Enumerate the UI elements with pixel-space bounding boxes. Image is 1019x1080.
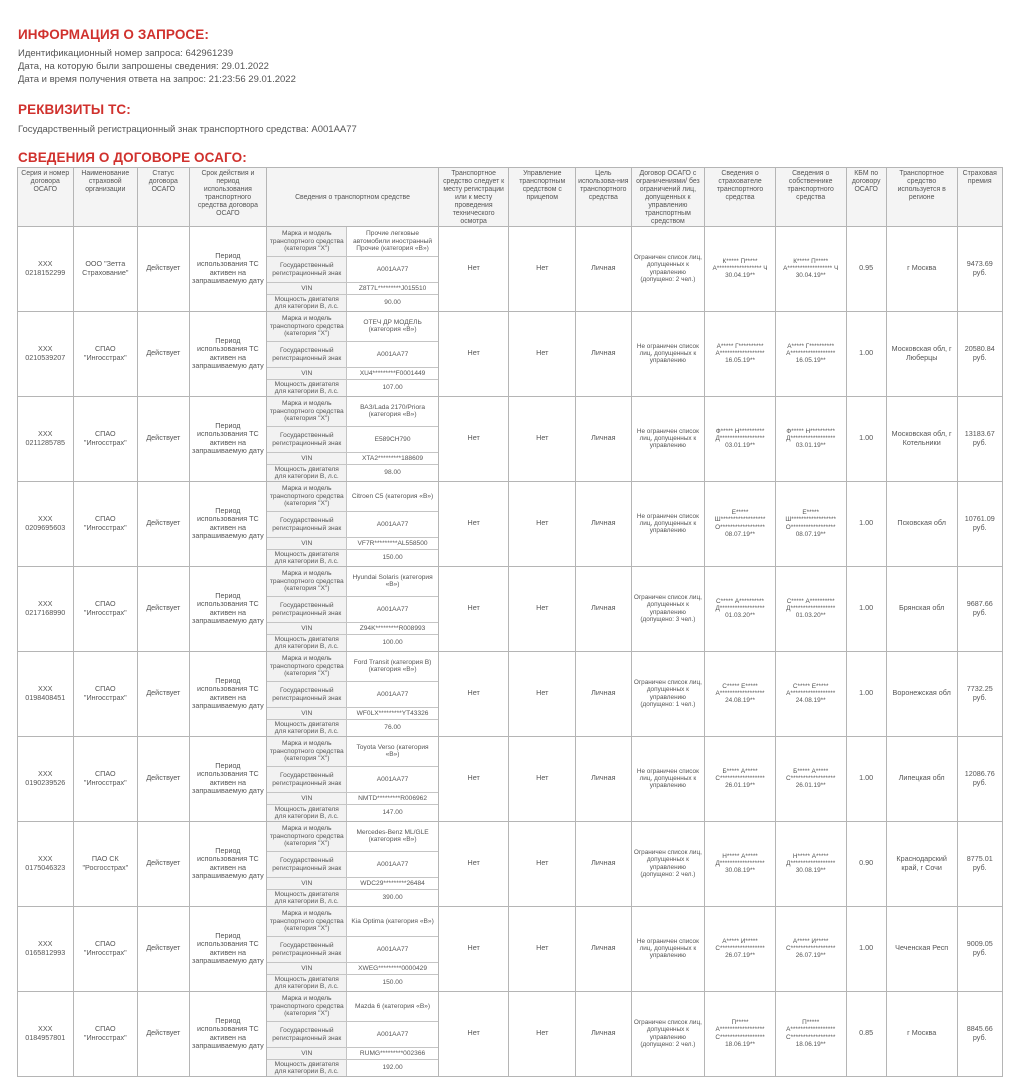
driver-limits-cell: Не ограничен список лиц, допущенных к управлению (631, 736, 705, 821)
to-registration-cell: Нет (438, 226, 509, 311)
plate-label: Государственный регистрационный знак (267, 342, 347, 368)
vehicle-details-cell (267, 226, 439, 311)
trailer-cell: Нет (509, 906, 576, 991)
contract-number: 0218152299 (25, 267, 66, 277)
vin-label: VIN (267, 538, 347, 550)
vehicle-details-cell (267, 396, 439, 481)
column-header: Сведения о страхователе транспортного средства (705, 168, 776, 227)
trailer-cell: Нет (509, 226, 576, 311)
owner-cell: Ф***** Н********** Д****************** 03.01.19** (775, 396, 846, 481)
make-label: Марка и модель транспортного средства (категория "Х") (267, 652, 347, 682)
plate-value: А001АА77 (347, 852, 438, 878)
make-label: Марка и модель транспортного средства (категория "Х") (267, 737, 347, 767)
power-label: Мощность двигателя для категории В, л.с. (267, 380, 347, 396)
plate-label: Государственный регистрационный знак (267, 1022, 347, 1048)
owner-cell: С***** А********** Д****************** 01.03.20** (775, 566, 846, 651)
premium-cell: 20580.84 руб. (957, 311, 1003, 396)
owner-cell: Н***** А***** Д****************** 30.08.19** (775, 821, 846, 906)
to-registration-cell: Нет (438, 311, 509, 396)
contract-number-cell (18, 736, 74, 821)
contract-series: ХХХ (38, 429, 53, 439)
kbm-cell: 0.85 (846, 991, 886, 1076)
request-date-line: Дата, на которую были запрошены сведения: 29.01.2022 (18, 61, 269, 72)
table-row (18, 566, 1003, 651)
policyholder-cell: С***** Е***** А****************** 24.08.19** (705, 651, 776, 736)
table-row (18, 396, 1003, 481)
trailer-cell: Нет (509, 991, 576, 1076)
power-label: Мощность двигателя для категории В, л.с. (267, 975, 347, 991)
insurer-cell: СПАО "Ингосстрах" (73, 566, 138, 651)
contract-number: 0210539207 (25, 352, 66, 362)
region-cell: г Москва (886, 991, 957, 1076)
owner-cell: А***** Г********** А****************** 16.05.19** (775, 311, 846, 396)
driver-limits-cell: Ограничен список лиц, допущенных к управлению (допущено: 3 чел.) (631, 566, 705, 651)
table-row (18, 906, 1003, 991)
vehicle-details-cell (267, 991, 439, 1076)
trailer-cell: Нет (509, 821, 576, 906)
policyholder-cell: Н***** А***** Д****************** 30.08.19** (705, 821, 776, 906)
trailer-cell: Нет (509, 311, 576, 396)
purpose-cell: Личная (576, 736, 632, 821)
contract-number: 0190239526 (25, 777, 66, 787)
insurer-cell: ООО "Зетта Страхование" (73, 226, 138, 311)
policyholder-cell: К***** П***** А****************** Ч 30.04.19** (705, 226, 776, 311)
plate-label: Государственный регистрационный знак (267, 767, 347, 793)
power-value: 150.00 (382, 979, 403, 987)
contract-number-cell (18, 481, 74, 566)
plate-value: А001АА77 (347, 1022, 438, 1048)
make-label: Марка и модель транспортного средства (категория "Х") (267, 397, 347, 427)
status-cell: Действует (138, 311, 189, 396)
vin-label: VIN (267, 623, 347, 635)
vehicle-subtable (267, 822, 438, 906)
contract-number-cell (18, 311, 74, 396)
period-cell: Период использования ТС активен на запрашиваемую дату (189, 906, 267, 991)
contract-number: 0209695603 (25, 522, 66, 532)
power-label: Мощность двигателя для категории В, л.с. (267, 1060, 347, 1076)
driver-limits-cell: Ограничен список лиц, допущенных к управлению (допущено: 2 чел.) (631, 991, 705, 1076)
driver-limits-cell: Ограничен список лиц, допущенных к управлению (допущено: 1 чел.) (631, 651, 705, 736)
purpose-cell: Личная (576, 226, 632, 311)
kbm-cell: 1.00 (846, 481, 886, 566)
make-label: Марка и модель транспортного средства (категория "Х") (267, 992, 347, 1022)
vin-label: VIN (267, 283, 347, 295)
status-cell: Действует (138, 651, 189, 736)
owner-cell: П***** А****************** С****************** 18.06.19** (775, 991, 846, 1076)
premium-cell: 9473.69 руб. (957, 226, 1003, 311)
region-cell: г Москва (886, 226, 957, 311)
premium-cell: 10761.09 руб. (957, 481, 1003, 566)
power-label: Мощность двигателя для категории В, л.с. (267, 550, 347, 566)
purpose-cell: Личная (576, 991, 632, 1076)
vehicle-details-cell (267, 311, 439, 396)
to-registration-cell: Нет (438, 991, 509, 1076)
make-value: Ford Transit (категория В) (категория «В») (347, 652, 438, 682)
status-cell: Действует (138, 566, 189, 651)
status-cell: Действует (138, 821, 189, 906)
make-label: Марка и модель транспортного средства (категория "Х") (267, 482, 347, 512)
column-header: Транспортное средство используется в регионе (886, 168, 957, 227)
plate-value: А001АА77 (347, 682, 438, 708)
purpose-cell: Личная (576, 396, 632, 481)
make-value: Kia Optima (категория «В») (347, 907, 438, 937)
policyholder-cell: С***** А********** Д****************** 01.03.20** (705, 566, 776, 651)
power-label: Мощность двигателя для категории В, л.с. (267, 720, 347, 736)
vin-value: XTA2*********188609 (347, 453, 438, 465)
vehicle-subtable (267, 992, 438, 1076)
driver-limits-cell: Не ограничен список лиц, допущенных к управлению (631, 481, 705, 566)
contract-number-cell (18, 906, 74, 991)
purpose-cell: Личная (576, 821, 632, 906)
column-header: Страховая премия (957, 168, 1003, 227)
driver-limits-cell: Ограничен список лиц, допущенных к управлению (допущено: 2 чел.) (631, 821, 705, 906)
contract-number: 0184957801 (25, 1032, 66, 1042)
vin-value: XU4*********F0001449 (347, 368, 438, 380)
vin-value: VF7R*********AL558500 (347, 538, 438, 550)
to-registration-cell: Нет (438, 906, 509, 991)
power-value: 147.00 (382, 809, 403, 817)
contract-number: 0211285785 (25, 437, 65, 447)
power-label: Мощность двигателя для категории В, л.с. (267, 890, 347, 906)
table-row (18, 651, 1003, 736)
owner-cell: К***** П***** А****************** Ч 30.04.19** (775, 226, 846, 311)
column-header: КБМ по договору ОСАГО (846, 168, 886, 227)
contract-series: ХХХ (38, 1024, 53, 1034)
table-row (18, 481, 1003, 566)
policyholder-cell: Б***** А***** С****************** 26.01.19** (705, 736, 776, 821)
to-registration-cell: Нет (438, 566, 509, 651)
vin-value: WDC29*********26484 (347, 878, 438, 890)
owner-cell: С***** Е***** А****************** 24.08.19** (775, 651, 846, 736)
trailer-cell: Нет (509, 736, 576, 821)
purpose-cell: Личная (576, 311, 632, 396)
plate-value: А001АА77 (347, 767, 438, 793)
plate-label: Государственный регистрационный знак (267, 427, 347, 453)
purpose-cell: Личная (576, 566, 632, 651)
vehicle-details-cell (267, 481, 439, 566)
region-cell: Брянская обл (886, 566, 957, 651)
status-cell: Действует (138, 736, 189, 821)
to-registration-cell: Нет (438, 736, 509, 821)
vehicle-subtable (267, 312, 438, 396)
make-label: Марка и модель транспортного средства (категория "Х") (267, 227, 347, 257)
power-value: 107.00 (382, 384, 403, 392)
purpose-cell: Личная (576, 481, 632, 566)
kbm-cell: 0.90 (846, 821, 886, 906)
make-value: Toyota Verso (категория «В») (347, 737, 438, 767)
kbm-cell: 0.95 (846, 226, 886, 311)
vehicle-details-cell (267, 651, 439, 736)
vin-value: Z94K*********R008993 (347, 623, 438, 635)
driver-limits-cell: Не ограничен список лиц, допущенных к управлению (631, 396, 705, 481)
vehicle-details-cell (267, 736, 439, 821)
contract-number: 0175046323 (25, 862, 66, 872)
column-header: Управление транспортным средством с прицепом (509, 168, 576, 227)
contract-number-cell (18, 396, 74, 481)
plate-label: Государственный регистрационный знак (267, 257, 347, 283)
column-header: Серия и номер договора ОСАГО (18, 168, 74, 227)
vehicle-subtable (267, 567, 438, 651)
column-header: Цель использова-ния транспортного средства (576, 168, 632, 227)
region-cell: Липецкая обл (886, 736, 957, 821)
vin-label: VIN (267, 368, 347, 380)
table-row (18, 226, 1003, 311)
power-value: 150.00 (382, 554, 403, 562)
make-value: ОТЕЧ ДР МОДЕЛЬ (категория «В») (347, 312, 438, 342)
policyholder-cell: П***** А****************** С****************** 18.06.19** (705, 991, 776, 1076)
contract-series: ХХХ (38, 939, 53, 949)
vehicle-details-cell (267, 821, 439, 906)
status-cell: Действует (138, 226, 189, 311)
osago-contracts-table (17, 167, 1003, 1077)
driver-limits-cell: Ограничен список лиц, допущенных к управлению (допущено: 2 чел.) (631, 226, 705, 311)
contract-number-cell (18, 991, 74, 1076)
driver-limits-cell: Не ограничен список лиц, допущенных к управлению (631, 311, 705, 396)
contract-number-cell (18, 821, 74, 906)
period-cell: Период использования ТС активен на запрашиваемую дату (189, 481, 267, 566)
plate-label: Государственный регистрационный знак (267, 597, 347, 623)
plate-label: Государственный регистрационный знак (267, 852, 347, 878)
plate-value: А001АА77 (347, 342, 438, 368)
vin-label: VIN (267, 453, 347, 465)
make-label: Марка и модель транспортного средства (категория "Х") (267, 822, 347, 852)
make-label: Марка и модель транспортного средства (категория "Х") (267, 907, 347, 937)
trailer-cell: Нет (509, 566, 576, 651)
make-label: Марка и модель транспортного средства (категория "Х") (267, 567, 347, 597)
region-cell: Воронежская обл (886, 651, 957, 736)
vin-label: VIN (267, 963, 347, 975)
insurer-cell: СПАО "Ингосстрах" (73, 736, 138, 821)
make-value: Mazda 6 (категория «В») (347, 992, 438, 1022)
to-registration-cell: Нет (438, 396, 509, 481)
make-value: ВАЗ/Lada 2170/Priora (категория «В») (347, 397, 438, 427)
contract-number: 0165812993 (25, 947, 66, 957)
premium-cell: 9009.05 руб. (957, 906, 1003, 991)
vin-value: WF0LX*********YT43326 (347, 708, 438, 720)
insurer-cell: СПАО "Ингосстрах" (73, 651, 138, 736)
make-value: Прочие легковые автомобили иностранный Прочие (категория «В») (347, 227, 438, 257)
premium-cell: 8775.01 руб. (957, 821, 1003, 906)
table-row (18, 821, 1003, 906)
table-row (18, 311, 1003, 396)
table-row (18, 991, 1003, 1076)
column-header: Сведения о транспортном средстве (267, 168, 439, 227)
to-registration-cell: Нет (438, 651, 509, 736)
plate-label: Государственный регистрационный знак (267, 937, 347, 963)
premium-cell: 7732.25 руб. (957, 651, 1003, 736)
insurer-cell: СПАО "Ингосстрах" (73, 991, 138, 1076)
request-id-line: Идентификационный номер запроса: 642961239 (18, 48, 234, 59)
contract-number-cell (18, 651, 74, 736)
kbm-cell: 1.00 (846, 906, 886, 991)
column-header: Наименование страховой организации (73, 168, 138, 227)
power-value: 90.00 (384, 299, 401, 307)
vehicle-details-cell (267, 566, 439, 651)
response-datetime-line: Дата и время получения ответа на запрос: 21:23:56 29.01.2022 (18, 74, 296, 85)
table-header-row (18, 168, 1003, 227)
plate-value: А001АА77 (347, 597, 438, 623)
contract-number: 0217168990 (25, 607, 66, 617)
contract-series: ХХХ (38, 854, 53, 864)
kbm-cell: 1.00 (846, 566, 886, 651)
purpose-cell: Личная (576, 651, 632, 736)
insurer-cell: СПАО "Ингосстрах" (73, 906, 138, 991)
policyholder-cell: Ф***** Н********** Д****************** 03.01.19** (705, 396, 776, 481)
power-value: 390.00 (382, 894, 403, 902)
policyholder-cell: Е***** Ш****************** О****************** 08.07.19** (705, 481, 776, 566)
request-info-heading: ИНФОРМАЦИЯ О ЗАПРОСЕ: (18, 27, 209, 42)
contract-number: 0198408451 (25, 692, 66, 702)
vehicle-subtable (267, 907, 438, 991)
power-label: Мощность двигателя для категории В, л.с. (267, 295, 347, 311)
plate-label: Государственный регистрационный знак (267, 512, 347, 538)
make-value: Citroen C5 (категория «В») (347, 482, 438, 512)
kbm-cell: 1.00 (846, 651, 886, 736)
period-cell: Период использования ТС активен на запрашиваемую дату (189, 821, 267, 906)
vehicle-subtable (267, 482, 438, 566)
vin-label: VIN (267, 708, 347, 720)
plate-value: А001АА77 (347, 257, 438, 283)
column-header: Транспортное средство следует к месту регистрации или к месту проведения технического осмотра (438, 168, 509, 227)
vin-label: VIN (267, 1048, 347, 1060)
insurer-cell: СПАО "Ингосстрах" (73, 481, 138, 566)
contracts-heading: СВЕДЕНИЯ О ДОГОВОРЕ ОСАГО: (18, 150, 247, 165)
driver-limits-cell: Не ограничен список лиц, допущенных к управлению (631, 906, 705, 991)
region-cell: Краснодарский край, г Сочи (886, 821, 957, 906)
period-cell: Период использования ТС активен на запрашиваемую дату (189, 651, 267, 736)
plate-value: А001АА77 (347, 512, 438, 538)
insurer-cell: СПАО "Ингосстрах" (73, 396, 138, 481)
period-cell: Период использования ТС активен на запрашиваемую дату (189, 566, 267, 651)
column-header: Статус договора ОСАГО (138, 168, 189, 227)
power-value: 192.00 (382, 1064, 403, 1072)
premium-cell: 9687.66 руб. (957, 566, 1003, 651)
vin-label: VIN (267, 793, 347, 805)
contract-series: ХХХ (38, 599, 53, 609)
vehicle-subtable (267, 227, 438, 311)
power-value: 100.00 (382, 639, 403, 647)
make-label: Марка и модель транспортного средства (категория "Х") (267, 312, 347, 342)
to-registration-cell: Нет (438, 821, 509, 906)
contract-series: ХХХ (38, 514, 53, 524)
column-header: Сведения о собственнике транспортного средства (775, 168, 846, 227)
power-label: Мощность двигателя для категории В, л.с. (267, 635, 347, 651)
contract-number-cell (18, 226, 74, 311)
policyholder-cell: А***** И***** С****************** 26.07.19** (705, 906, 776, 991)
region-cell: Чеченская Респ (886, 906, 957, 991)
vin-label: VIN (267, 878, 347, 890)
vehicle-details-heading: РЕКВИЗИТЫ ТС: (18, 102, 131, 117)
contract-number-cell (18, 566, 74, 651)
column-header: Срок действия и период использования транспортного средства договора ОСАГО (189, 168, 267, 227)
plate-value: А001АА77 (347, 937, 438, 963)
insurer-cell: ПАО СК "Росгосстрах" (73, 821, 138, 906)
vehicle-details-cell (267, 906, 439, 991)
status-cell: Действует (138, 991, 189, 1076)
status-cell: Действует (138, 906, 189, 991)
contract-series: ХХХ (38, 769, 53, 779)
make-value: Hyundai Solaris (категория «В») (347, 567, 438, 597)
vin-value: Z8T7L*********J015510 (347, 283, 438, 295)
power-value: 98.00 (384, 469, 401, 477)
power-value: 76.00 (384, 724, 401, 732)
insurer-cell: СПАО "Ингосстрах" (73, 311, 138, 396)
kbm-cell: 1.00 (846, 396, 886, 481)
owner-cell: Б***** А***** С****************** 26.01.19** (775, 736, 846, 821)
table-row (18, 736, 1003, 821)
status-cell: Действует (138, 481, 189, 566)
vehicle-plate-line: Государственный регистрационный знак транспортного средства: А001АА77 (18, 124, 357, 135)
period-cell: Период использования ТС активен на запрашиваемую дату (189, 736, 267, 821)
power-label: Мощность двигателя для категории В, л.с. (267, 805, 347, 821)
make-value: Mercedes-Benz ML/GLE (категория «В») (347, 822, 438, 852)
plate-label: Государственный регистрационный знак (267, 682, 347, 708)
owner-cell: А***** И***** С****************** 26.07.19** (775, 906, 846, 991)
kbm-cell: 1.00 (846, 311, 886, 396)
region-cell: Псковская обл (886, 481, 957, 566)
region-cell: Московская обл, г Люберцы (886, 311, 957, 396)
owner-cell: Е***** Ш****************** О****************** 08.07.19** (775, 481, 846, 566)
vin-value: NMTD*********R006962 (347, 793, 438, 805)
vin-value: XWEG*********0000429 (347, 963, 438, 975)
contract-series: ХХХ (38, 344, 53, 354)
trailer-cell: Нет (509, 651, 576, 736)
contract-series: ХХХ (38, 684, 53, 694)
premium-cell: 12086.76 руб. (957, 736, 1003, 821)
premium-cell: 13183.67 руб. (957, 396, 1003, 481)
kbm-cell: 1.00 (846, 736, 886, 821)
region-cell: Московская обл, г Котельники (886, 396, 957, 481)
period-cell: Период использования ТС активен на запрашиваемую дату (189, 311, 267, 396)
policyholder-cell: А***** Г********** А****************** 16.05.19** (705, 311, 776, 396)
status-cell: Действует (138, 396, 189, 481)
purpose-cell: Личная (576, 906, 632, 991)
vehicle-subtable (267, 652, 438, 736)
period-cell: Период использования ТС активен на запрашиваемую дату (189, 396, 267, 481)
vin-value: RUMG*********002366 (347, 1048, 438, 1060)
column-header: Договор ОСАГО с ограничениями/ без ограничений лиц, допущенных к управлению транспортным средством (631, 168, 705, 227)
period-cell: Период использования ТС активен на запрашиваемую дату (189, 226, 267, 311)
vehicle-subtable (267, 397, 438, 481)
vehicle-subtable (267, 737, 438, 821)
to-registration-cell: Нет (438, 481, 509, 566)
trailer-cell: Нет (509, 396, 576, 481)
trailer-cell: Нет (509, 481, 576, 566)
plate-value: Е589СН790 (347, 427, 438, 453)
power-label: Мощность двигателя для категории В, л.с. (267, 465, 347, 481)
contract-series: ХХХ (38, 259, 53, 269)
period-cell: Период использования ТС активен на запрашиваемую дату (189, 991, 267, 1076)
premium-cell: 8845.66 руб. (957, 991, 1003, 1076)
